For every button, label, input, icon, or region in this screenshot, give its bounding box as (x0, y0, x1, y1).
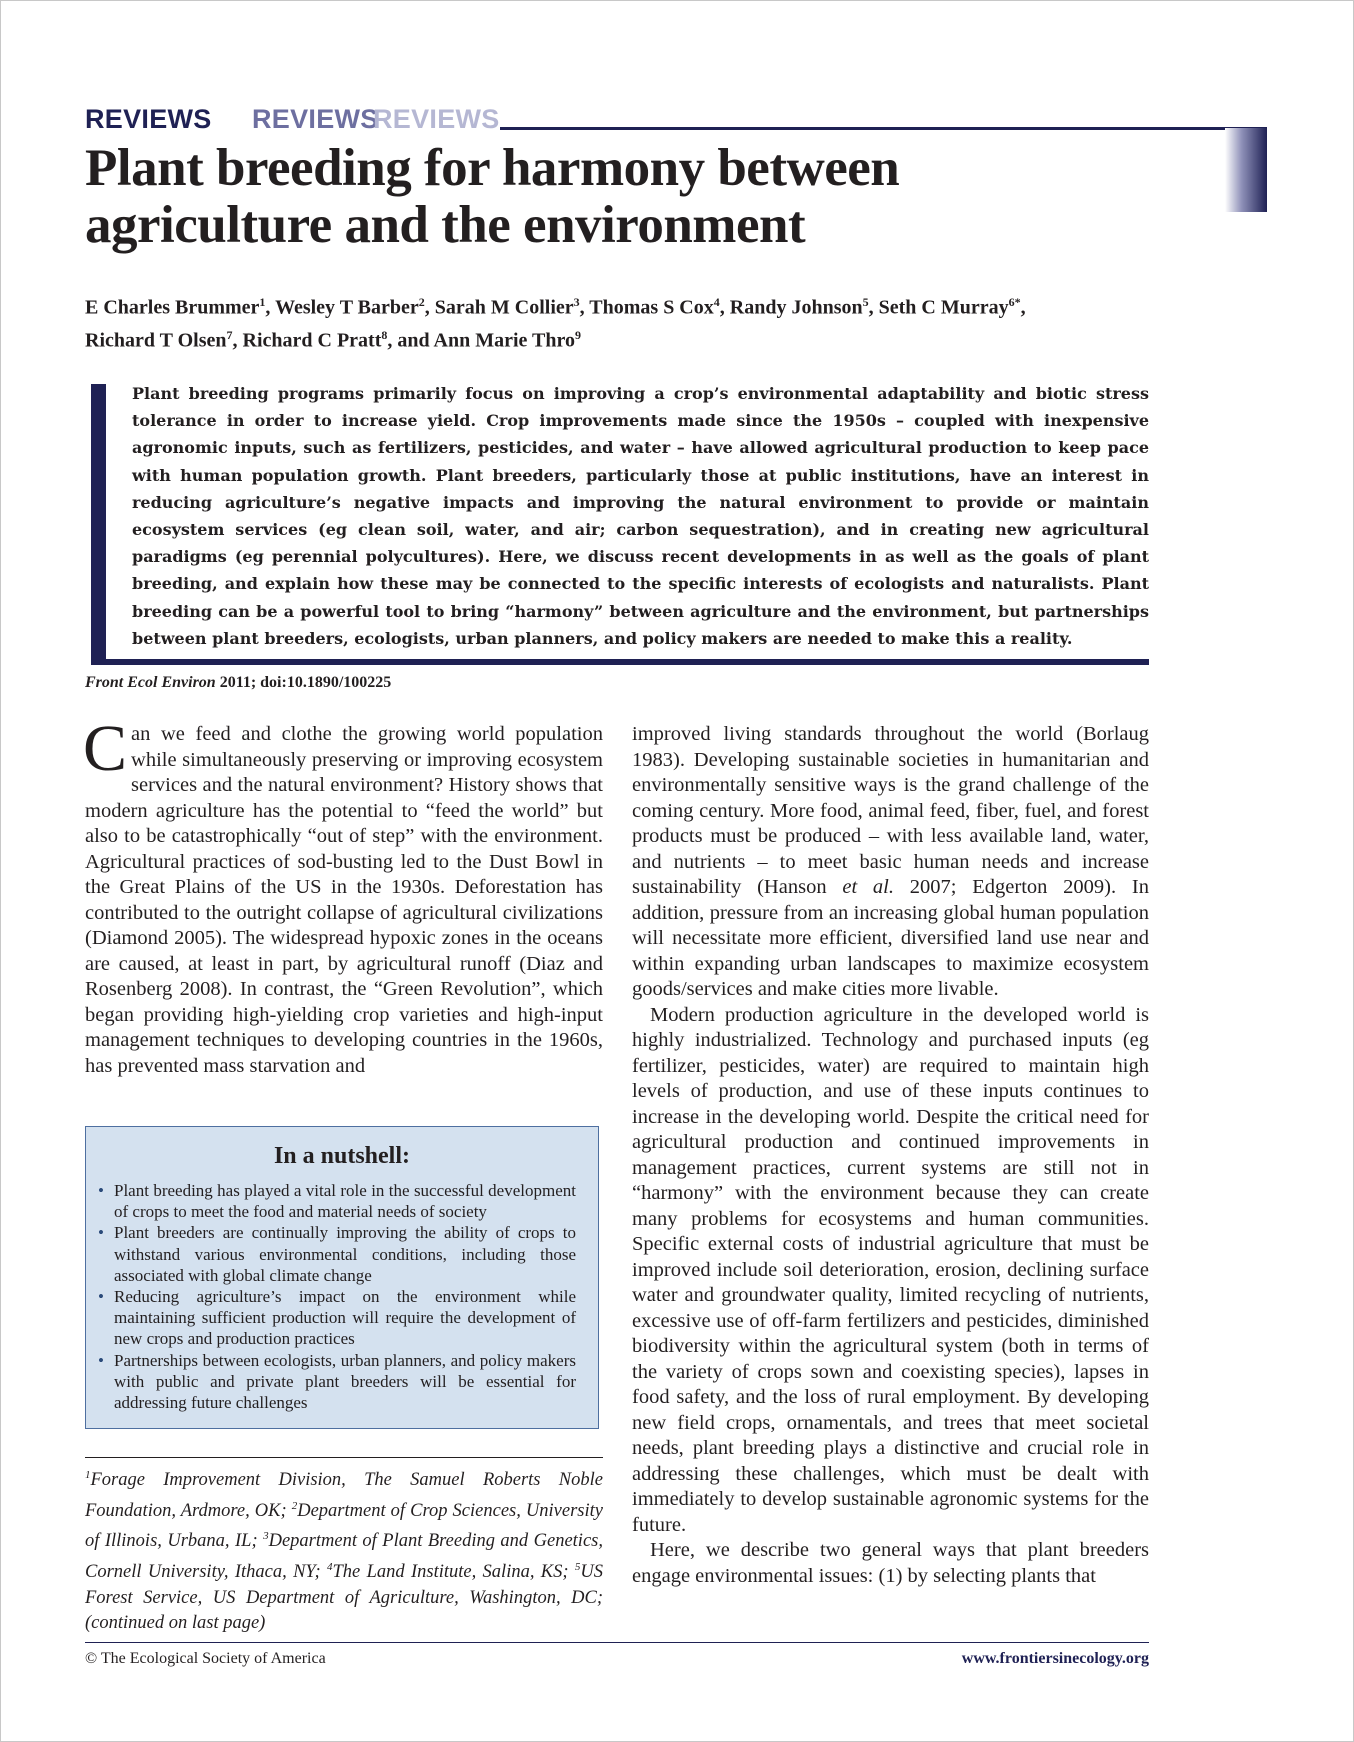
title-line-1: Plant breeding for harmony between (85, 139, 900, 197)
drop-cap: C (83, 712, 128, 785)
author-sup: 3 (573, 295, 580, 309)
affiliation-text: Forage Improvement Division, The Samuel Roberts Noble Foundation, Ardmore, OK; (85, 1470, 603, 1521)
abstract-bar (91, 384, 106, 665)
affiliation-sup: 3 (263, 1530, 269, 1543)
nutshell-item-text: Reducing agriculture’s impact on the environment while maintaining sufficient production will require the development of new crops and production practices (114, 1287, 576, 1349)
affiliations-rule (85, 1457, 603, 1458)
body-left-column (83, 712, 603, 1079)
affiliation-text: Department of Crop Sciences, University of Illinois, Urbana, IL; (85, 1500, 603, 1552)
footer-website-link[interactable]: www.frontiersinecology.org (961, 1650, 1149, 1667)
author-name: Richard C Pratt (242, 329, 382, 352)
article-title (85, 140, 1165, 254)
author-sup: 4 (713, 295, 720, 309)
header-rule (500, 127, 1267, 130)
footer-rule (85, 1642, 1149, 1643)
affiliation-sup: 1 (85, 1469, 91, 1481)
nutshell-item (98, 1222, 576, 1286)
nutshell-item-text: Partnerships between ecologists, urban planners, and policy makers with public and private plant breeders will be essential for addressing future challenges (114, 1350, 576, 1413)
nutshell-box (85, 1126, 599, 1429)
section-header (85, 103, 1267, 135)
affiliations-continued: (continued on last page) (85, 1613, 266, 1634)
author-name: Thomas S Cox (589, 296, 714, 319)
body-paragraph: Modern production agriculture in the developed world is highly industrialized. Technology and purchased inputs (eg fertilizer, pesticides, water) are required to maintain high levels of production, and use of these inputs continues to increase in the developing world. Despite the critical need for agricultural production and continued improvements in management practices, current systems are still not in “harmony” with the environment because they can create many problems for ecosystems and human communities. Specific external costs of industrial agriculture that must be improved include soil deterioration, erosion, declining surface water and groundwater quality, limited recycling of nutrients, excessive use of off-farm fertilizers and pesticides, diminished biodiversity within the agricultural system (both in terms of the variety of crops sown and coexisting species), lapses in food safety, and the loss of rural employment. By developing new field crops, ornamentals, and trees that meet societal needs, plant breeding plays a distinctive and crucial role in addressing these challenges, which must be dealt with immediately to develop sustainable agronomic systems for the future. (632, 1003, 1149, 1536)
nutshell-item (98, 1180, 576, 1222)
affiliation-sup: 5 (574, 1560, 581, 1573)
bullet-icon: • (98, 1287, 104, 1307)
body-text: improved living standards throughout the world (Borlaug 1983). Developing sustainable societies in humanitarian and environmentally sensitive ways is the grand challenge of the coming century. More food, animal feed, fiber, fuel, and forest products must be produced – with less available land, water, and nutrients – to meet basic human needs and increase sustainability (Hanson (632, 723, 1149, 898)
author-name: Ann Marie Thro (433, 329, 576, 352)
nutshell-list (98, 1180, 576, 1413)
author-sup: 1 (259, 295, 266, 309)
reviews-label-1: REVIEWS (85, 104, 212, 134)
reviews-label-3: REVIEWS (373, 104, 500, 134)
corner-tab (1225, 128, 1267, 212)
nutshell-item (98, 1350, 576, 1414)
citation-doi: 2011; doi:10.1890/100225 (215, 674, 392, 691)
abstract: Plant breeding programs primarily focus on improving a crop’s environmental adaptability and biotic stress tolerance in order to increase yield. Crop improvements made since the 1950s – coupled with inexpensive agronomic inputs, such as fertilizers, pesticides, and water – have allowed agricultural production to keep pace with human population growth. Plant breeders, particularly those at public institutions, have an interest in reducing agriculture’s negative impacts and improving the natural environment to provide or maintain ecosystem services (eg clean soil, water, and air; carbon sequestration), and in creating new agricultural paradigms (eg perennial polycultures). Here, we discuss recent developments in as well as the goals of plant breeding, and explain how these may be connected to the specific interests of ecologists and naturalists. Plant breeding can be a powerful tool to bring “harmony” between agriculture and the environment, but partnerships between plant breeders, ecologists, urban planners, and policy makers are needed to make this a reality. (132, 384, 1149, 648)
author-name: Seth C Murray (878, 296, 1009, 319)
body-paragraph (83, 712, 603, 1079)
bullet-icon: • (98, 1223, 104, 1243)
affiliation-sup: 2 (291, 1499, 298, 1512)
affiliation-text: The Land Institute, Salina, KS; (332, 1562, 575, 1583)
abstract-rule (91, 659, 1149, 665)
author-name: Wesley T Barber (275, 296, 419, 319)
author-sup: 9 (575, 327, 582, 342)
nutshell-item-text: Plant breeders are continually improving the ability of crops to withstand various environmental conditions, including those associated with global climate change (114, 1223, 576, 1285)
authors-and: and (397, 329, 430, 352)
body-text: an we feed and clothe the growing world population while simultaneously preserving or improving ecosystem services and the natural environment? History shows that modern agriculture has the potential to “feed the world” but also to be catastrophically “out of step” with the environment. Agricultural practices of sod-busting led to the Dust Bowl in the Great Plains of the US in the 1930s. Deforestation has contributed to the outright collapse of agricultural civilizations (Diamond 2005). The widespread hypoxic zones in the oceans are caused, at least in part, by agricultural runoff (Diaz and Rosenberg 2008). In contrast, the “Green Revolution”, which began providing high-yielding crop varieties and high-input management techniques to developing countries in the 1960s, has prevented mass starvation and (85, 723, 603, 1077)
nutshell-item-text: Plant breeding has played a vital role in the successful development of crops to meet the food and material needs of society (114, 1181, 576, 1222)
author-sup: 2 (418, 295, 425, 309)
author-name: E Charles Brummer (85, 296, 260, 319)
reviews-label-2: REVIEWS (252, 104, 379, 134)
affiliation-text: Department of Plant Breeding and Genetics, Cornell University, Ithaca, NY; (85, 1531, 603, 1583)
body-paragraph: Here, we describe two general ways that plant breeders engage environmental issues: (1) by selecting plants that (632, 1539, 1149, 1587)
author-name: Randy Johnson (729, 296, 863, 319)
citation (85, 672, 391, 694)
author-name: Richard T Olsen (85, 329, 227, 352)
citation-journal: Front Ecol Environ (85, 674, 216, 691)
bullet-icon: • (98, 1350, 104, 1370)
body-paragraph (632, 722, 1149, 1003)
author-list: E Charles Brummer$^1$, Wesley T Barber$^2$, Sarah M Collier$^3$, Thomas S Cox$^4$, Randy Johnson$^5$, Seth C Murray$^{6*}$, Richard T Olsen$^7$, Richard C Pratt$^8$, and Ann Marie Thro$^9$ (85, 295, 1026, 352)
author-sup: 8 (381, 327, 388, 342)
nutshell-item (98, 1286, 576, 1350)
affiliation-sup: 4 (327, 1560, 333, 1573)
bullet-icon: • (98, 1181, 104, 1200)
body-right-column (632, 722, 1149, 1589)
footer-copyright: © The Ecological Society of America (85, 1650, 326, 1667)
title-line-2: agriculture and the environment (85, 196, 806, 254)
author-sup: 7 (226, 327, 233, 342)
body-text: 2007; Edgerton 2009). In addition, pressure from an increasing global human population will necessitate more efficient, diversified land use near and within expanding urban landscapes to maximize ecosystem goods/services and make cities more livable. (632, 876, 1149, 1000)
author-sup: 5 (862, 295, 869, 309)
author-sup: 6* (1008, 295, 1021, 309)
body-text-italic: et al. (842, 876, 894, 898)
affiliations (85, 1463, 603, 1637)
author-name: Sarah M Collier (434, 296, 574, 319)
nutshell-title: In a nutshell: (273, 1143, 411, 1169)
affiliation-text: US Forest Service, US Department of Agriculture, Washington, DC; (85, 1562, 604, 1608)
